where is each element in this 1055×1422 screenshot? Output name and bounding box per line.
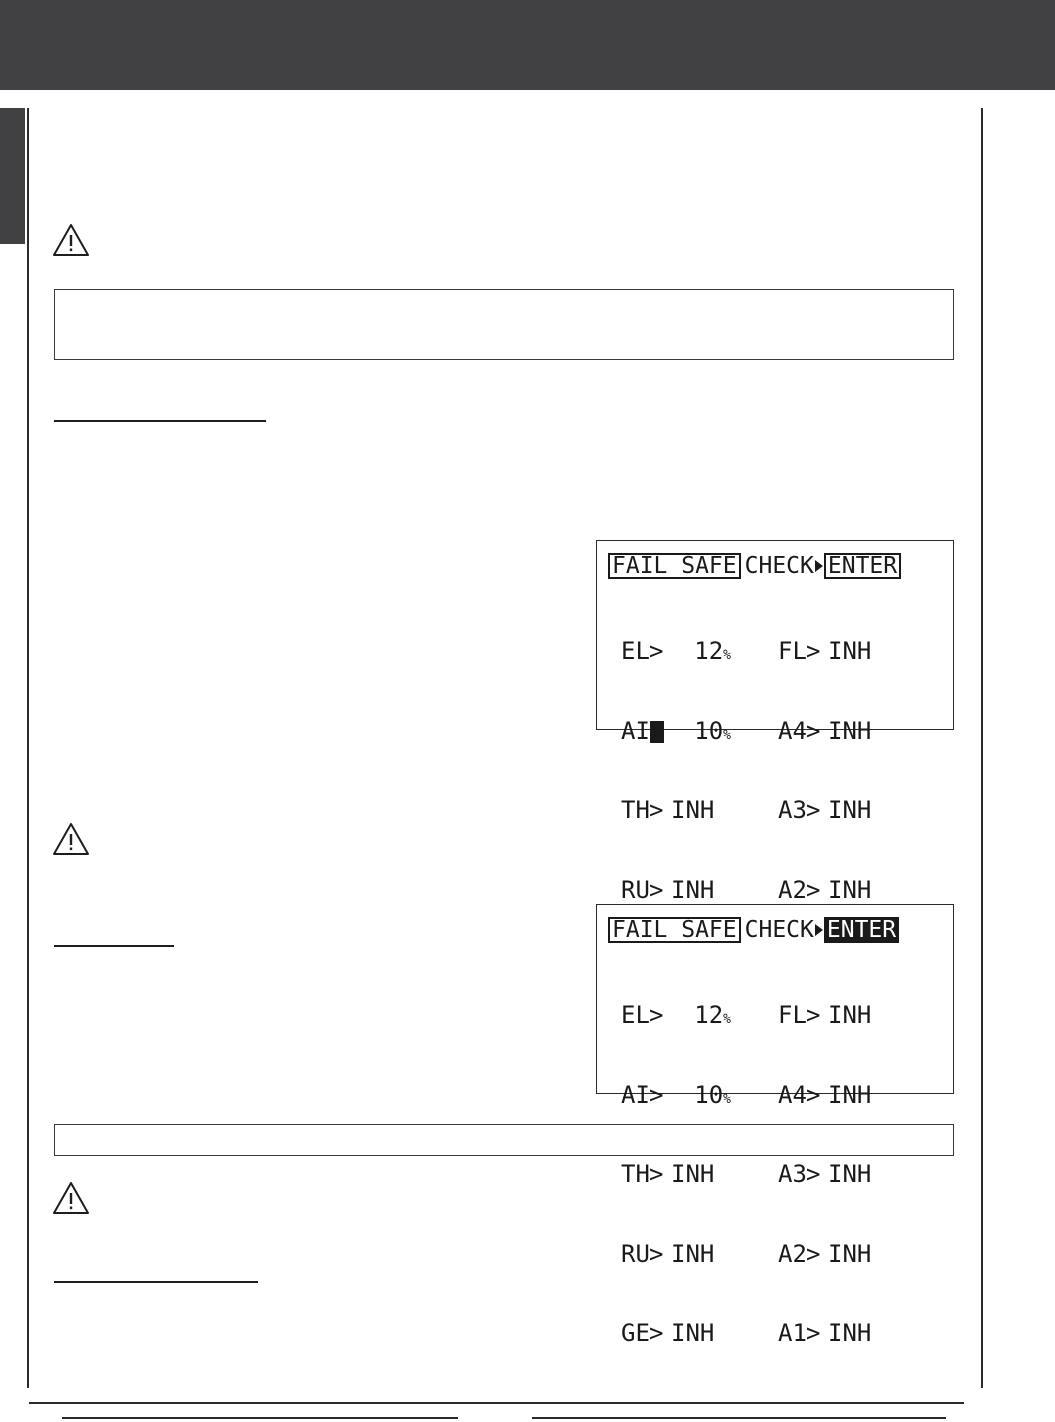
channel-name: EL [621,637,650,665]
channel-name: RU [621,1239,650,1268]
footer-rule-left [62,1417,458,1419]
channel-cursor [649,718,673,745]
lcd-check-label: CHECK [744,917,814,943]
channel-unit: % [723,1091,731,1107]
channel-separator: > [806,637,821,665]
channel-name: RU [621,875,650,904]
lcd-row [621,797,731,824]
lcd-title: FAIL SAFE [608,553,741,579]
channel-name: A4 [778,1080,807,1109]
channel-value: 12 [694,1001,724,1029]
channel-separator: > [806,796,821,824]
channel-value: INH [828,1319,872,1347]
channel-value: INH [828,1239,872,1268]
right-arrow-icon [815,560,823,572]
lcd-row [621,1320,731,1347]
section-heading-underline [54,945,174,947]
lcd-row [778,797,871,824]
channel-separator: > [649,796,664,824]
lcd-check-label: CHECK [744,553,814,579]
channel-value: INH [671,875,715,904]
channel-separator: > [649,1080,664,1109]
channel-name: AI [621,1080,650,1109]
cursor-block-icon [650,721,664,743]
channel-separator: > [806,1080,821,1109]
lcd-row [621,718,731,745]
channel-unit: % [723,1012,731,1027]
warning-triangle-icon [52,1181,90,1215]
channel-unit: % [723,727,731,743]
channel-value: INH [828,796,872,824]
lcd-left-column [621,949,731,1400]
lcd-row [778,877,871,904]
channel-separator: > [806,1239,821,1268]
channel-separator: > [806,875,821,904]
channel-separator: > [806,1160,821,1188]
channel-name: A1 [778,1319,807,1347]
channel-value: INH [671,1239,715,1268]
note-box [54,289,954,360]
footer-rule [29,1402,964,1404]
lcd-row [778,1161,871,1188]
channel-value: INH [671,1160,715,1188]
channel-name: AI [621,716,650,745]
channel-value: INH [671,1319,715,1347]
channel-value: INH [828,1001,872,1029]
channel-name: TH [621,796,650,824]
channel-value: INH [828,637,872,665]
lcd-row [621,877,731,904]
lcd-row [778,1320,871,1347]
channel-name: EL [621,1001,650,1029]
warning-triangle-icon [52,822,90,856]
section-heading-underline [54,420,266,422]
channel-name: A2 [778,875,807,904]
lcd-row [778,1002,871,1029]
channel-value: INH [828,716,872,745]
lcd-row [778,718,871,745]
lcd-screen-fail-safe-enter [596,904,954,1347]
lcd-screen-fail-safe [596,540,954,904]
lcd-right-column [778,949,871,1400]
warning-triangle-icon [52,223,90,257]
channel-separator: > [649,1239,664,1268]
channel-separator: > [649,1319,664,1347]
channel-name: GE [621,1319,650,1347]
lcd-row [778,1241,871,1268]
channel-name: A3 [778,796,807,824]
channel-name: FL [778,1001,807,1029]
channel-separator: > [806,1001,821,1029]
lcd-row [621,638,731,665]
channel-name: A4 [778,716,807,745]
channel-value: 12 [694,637,724,665]
lcd-row [621,1002,731,1029]
section-tab [0,108,25,244]
lcd-row [778,1082,871,1109]
lcd-row [621,1241,731,1268]
channel-value: INH [828,1080,872,1109]
lcd-enter-label: ENTER [824,553,901,579]
footer-rule-right [532,1417,946,1419]
section-heading-underline [54,1281,258,1283]
lcd-row [621,1161,731,1188]
channel-unit: % [723,648,731,663]
channel-value: 10 [694,716,724,745]
channel-separator: > [806,1319,821,1347]
channel-separator: > [649,1160,664,1188]
lcd-title: FAIL SAFE [608,917,741,943]
channel-value: INH [828,1160,872,1188]
channel-value: INH [671,796,715,824]
channel-value: INH [828,875,872,904]
channel-separator: > [649,637,664,665]
right-arrow-icon [815,924,823,936]
lcd-row [621,1082,731,1109]
channel-separator: > [649,875,664,904]
right-margin-rule [981,108,983,1388]
channel-name: FL [778,637,807,665]
channel-separator: > [649,1001,664,1029]
channel-name: A2 [778,1239,807,1268]
channel-name: A3 [778,1160,807,1188]
channel-separator: > [806,716,821,745]
lcd-row [778,638,871,665]
lcd-enter-label-highlighted: ENTER [824,917,899,943]
left-margin-rule [27,108,29,1388]
channel-value: 10 [694,1080,724,1109]
channel-name: TH [621,1160,650,1188]
header-bar [0,0,1055,90]
